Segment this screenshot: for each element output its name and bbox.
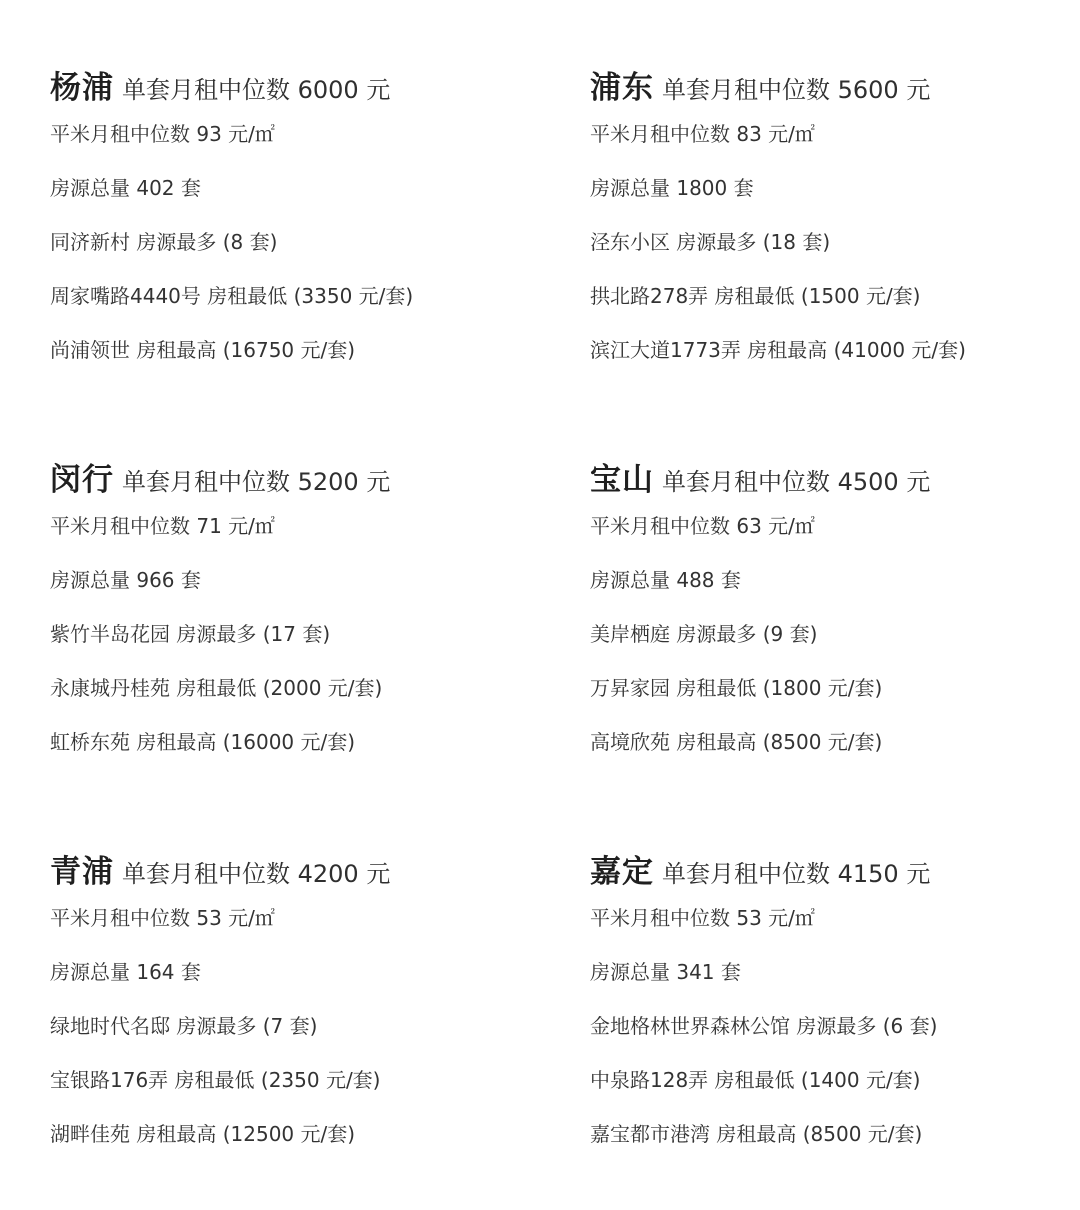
district-name: 宝山 bbox=[590, 462, 654, 498]
district-card-baoshan bbox=[590, 456, 1080, 784]
district-name: 杨浦 bbox=[50, 70, 114, 106]
total-listings: 房源总量 341 套 bbox=[590, 960, 741, 984]
district-card-qingpu bbox=[50, 848, 550, 1176]
most-listings: 泾东小区 房源最多 (18 套) bbox=[590, 230, 831, 254]
highest-rent: 滨江大道1773弄 房租最高 (41000 元/套) bbox=[590, 338, 966, 362]
most-listings: 绿地时代名邸 房源最多 (7 套) bbox=[50, 1014, 318, 1038]
lowest-rent: 永康城丹桂苑 房租最低 (2000 元/套) bbox=[50, 676, 383, 700]
per-sqm-rent: 平米月租中位数 83 元/㎡ bbox=[590, 122, 815, 146]
total-listings: 房源总量 1800 套 bbox=[590, 176, 754, 200]
median-rent: 单套月租中位数 4150 元 bbox=[662, 860, 931, 888]
district-card-pudong bbox=[590, 64, 1080, 392]
district-card-minhang bbox=[50, 456, 550, 784]
district-header bbox=[590, 456, 1080, 504]
district-name: 青浦 bbox=[50, 854, 114, 890]
per-sqm-rent: 平米月租中位数 53 元/㎡ bbox=[590, 906, 815, 930]
district-name: 浦东 bbox=[590, 70, 654, 106]
most-listings: 金地格林世界森林公馆 房源最多 (6 套) bbox=[590, 1014, 938, 1038]
most-listings: 美岸栖庭 房源最多 (9 套) bbox=[590, 622, 818, 646]
per-sqm-rent: 平米月租中位数 71 元/㎡ bbox=[50, 514, 275, 538]
district-header bbox=[590, 64, 1080, 112]
median-rent: 单套月租中位数 4200 元 bbox=[122, 860, 391, 888]
median-rent: 单套月租中位数 5200 元 bbox=[122, 468, 391, 496]
per-sqm-rent: 平米月租中位数 63 元/㎡ bbox=[590, 514, 815, 538]
district-name: 闵行 bbox=[50, 462, 114, 498]
most-listings: 同济新村 房源最多 (8 套) bbox=[50, 230, 278, 254]
district-header bbox=[50, 848, 550, 896]
lowest-rent: 周家嘴路4440号 房租最低 (3350 元/套) bbox=[50, 284, 414, 308]
highest-rent: 虹桥东苑 房租最高 (16000 元/套) bbox=[50, 730, 356, 754]
highest-rent: 尚浦领世 房租最高 (16750 元/套) bbox=[50, 338, 356, 362]
median-rent: 单套月租中位数 6000 元 bbox=[122, 76, 391, 104]
median-rent: 单套月租中位数 5600 元 bbox=[662, 76, 931, 104]
total-listings: 房源总量 164 套 bbox=[50, 960, 201, 984]
median-rent: 单套月租中位数 4500 元 bbox=[662, 468, 931, 496]
district-header bbox=[590, 848, 1080, 896]
most-listings: 紫竹半岛花园 房源最多 (17 套) bbox=[50, 622, 331, 646]
district-card-yangpu bbox=[50, 64, 550, 392]
lowest-rent: 拱北路278弄 房租最低 (1500 元/套) bbox=[590, 284, 921, 308]
lowest-rent: 宝银路176弄 房租最低 (2350 元/套) bbox=[50, 1068, 381, 1092]
lowest-rent: 中泉路128弄 房租最低 (1400 元/套) bbox=[590, 1068, 921, 1092]
district-name: 嘉定 bbox=[590, 854, 654, 890]
total-listings: 房源总量 402 套 bbox=[50, 176, 201, 200]
per-sqm-rent: 平米月租中位数 93 元/㎡ bbox=[50, 122, 275, 146]
total-listings: 房源总量 488 套 bbox=[590, 568, 741, 592]
highest-rent: 高境欣苑 房租最高 (8500 元/套) bbox=[590, 730, 883, 754]
highest-rent: 嘉宝都市港湾 房租最高 (8500 元/套) bbox=[590, 1122, 923, 1146]
per-sqm-rent: 平米月租中位数 53 元/㎡ bbox=[50, 906, 275, 930]
highest-rent: 湖畔佳苑 房租最高 (12500 元/套) bbox=[50, 1122, 356, 1146]
lowest-rent: 万昇家园 房租最低 (1800 元/套) bbox=[590, 676, 883, 700]
district-card-jiading bbox=[590, 848, 1080, 1176]
total-listings: 房源总量 966 套 bbox=[50, 568, 201, 592]
district-header bbox=[50, 64, 550, 112]
district-header bbox=[50, 456, 550, 504]
